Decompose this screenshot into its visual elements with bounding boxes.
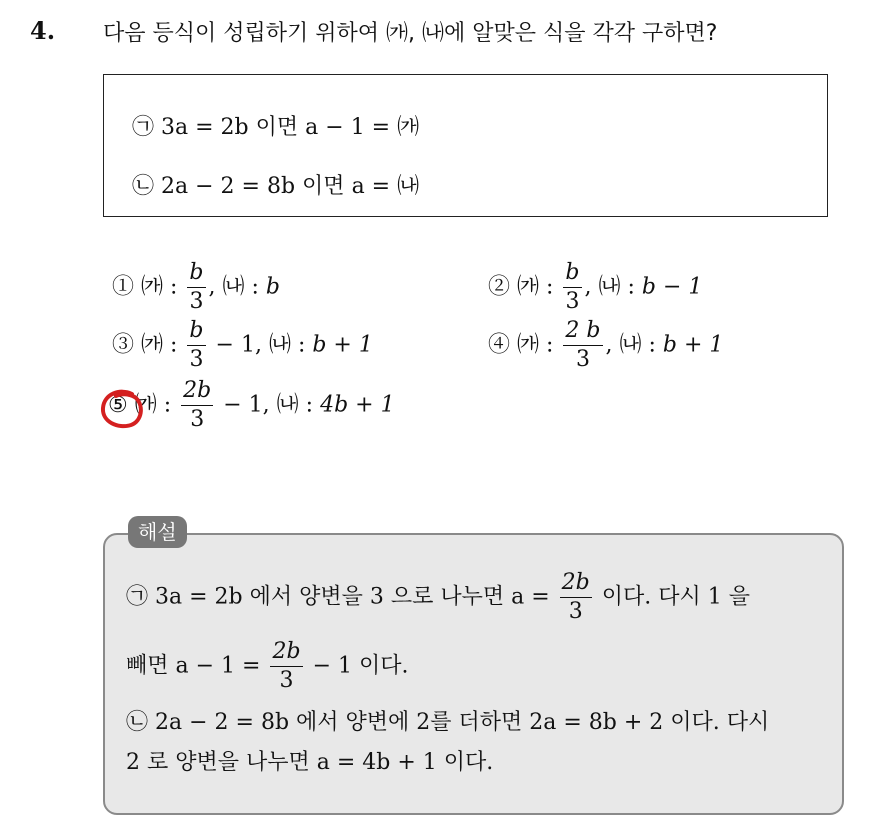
choice-marker: ① — [112, 274, 135, 300]
fraction-denominator: 3 — [190, 407, 205, 432]
explanation-line-2 — [126, 641, 408, 692]
explanation-line-4: 2 로 양변을 나누면 a = 4b + 1 이다. — [126, 750, 494, 775]
choice-ga-label: ㈎ : — [517, 332, 554, 358]
choice-ga-fraction — [187, 320, 205, 371]
choice-na-label: ㈏ : — [619, 332, 656, 358]
choice-na-value: b — [265, 274, 281, 300]
fraction-bar — [563, 287, 581, 288]
fraction-bar — [187, 345, 205, 346]
choice-marker: ⑤ — [108, 392, 128, 418]
choice-5[interactable] — [108, 380, 395, 431]
expl-l2-text: 빼면 a − 1 = — [126, 653, 261, 679]
fraction-bar — [187, 287, 205, 288]
choice-na-label: ㈏ : — [276, 392, 314, 418]
choice-marker: ② — [488, 274, 511, 300]
choice-na-label: ㈏ : — [598, 274, 635, 300]
choice-na-label: ㈏ : — [268, 332, 306, 358]
given-lhs-1: 3a = 2b — [161, 115, 249, 140]
expl-l2-fraction — [270, 641, 302, 692]
fraction-bar — [563, 345, 602, 346]
question-text: 다음 등식이 성립하기 위하여 ㈎, ㈏에 알맞은 식을 각각 구하면? — [103, 21, 718, 46]
choice-ga-fraction — [181, 380, 213, 431]
choice-4[interactable] — [488, 320, 723, 371]
fraction-bar — [560, 597, 592, 598]
fraction-numerator: 2b — [272, 639, 301, 664]
choice-2[interactable] — [488, 262, 702, 313]
choice-ga-label: ㈎ : — [134, 392, 172, 418]
choice-ga-label: ㈎ : — [141, 332, 178, 358]
choice-na-value: b + 1 — [662, 332, 724, 358]
fraction-numerator: b — [565, 260, 580, 285]
choice-na-value: b − 1 — [641, 274, 703, 300]
choice-1[interactable] — [112, 262, 280, 313]
explanation-line-3: ㉡ 2a − 2 = 8b 에서 양변에 2를 더하면 2a = 8b + 2 이다. 다시 — [126, 710, 770, 735]
expl-l1-tail: 이다. 다시 1 을 — [601, 584, 750, 610]
given-marker-2: ㉡ — [132, 174, 155, 199]
expl-l1-fraction — [560, 572, 592, 623]
fraction-numerator: 2 b — [565, 318, 601, 343]
fraction-numerator: b — [189, 260, 204, 285]
fraction-denominator: 3 — [189, 347, 204, 372]
choice-ga-fraction — [563, 262, 581, 313]
choice-ga-label: ㈎ : — [141, 274, 178, 300]
given-word-1: 이면 — [255, 115, 299, 140]
explanation-tag: 해설 — [128, 516, 187, 548]
given-marker-1: ㉠ — [132, 115, 155, 140]
fraction-numerator: b — [189, 318, 204, 343]
choice-sep: , — [208, 274, 216, 300]
choice-marker: ④ — [488, 332, 511, 358]
choice-ga-tail: − 1 — [223, 392, 263, 418]
choice-ga-fraction — [563, 320, 602, 371]
fraction-denominator: 3 — [189, 289, 204, 314]
answer-circle-mark — [98, 388, 150, 432]
choice-na-value: b + 1 — [312, 332, 373, 358]
choice-ga-fraction — [187, 262, 205, 313]
fraction-denominator: 3 — [568, 599, 583, 624]
choice-3[interactable] — [112, 320, 373, 371]
fraction-denominator: 3 — [279, 668, 294, 693]
choice-sep: , — [605, 332, 613, 358]
choice-sep: , — [254, 332, 262, 358]
given-line-1 — [132, 117, 419, 139]
question-number: 4. — [30, 16, 56, 45]
expl-l2-tail: − 1 이다. — [312, 653, 409, 679]
given-lhs-2: 2a − 2 = 8b — [161, 174, 296, 199]
fraction-numerator: 2b — [561, 570, 590, 595]
choice-ga-tail: − 1 — [215, 332, 255, 358]
fraction-bar — [181, 405, 213, 406]
explanation-line-1 — [126, 572, 750, 623]
fraction-denominator: 3 — [575, 347, 590, 372]
given-line-2 — [132, 176, 419, 198]
fraction-denominator: 3 — [565, 289, 580, 314]
choice-na-label: ㈏ : — [222, 274, 259, 300]
expl-l1-text: ㉠ 3a = 2b 에서 양변을 3 으로 나누면 a = — [126, 584, 550, 610]
fraction-numerator: 2b — [183, 378, 212, 403]
choice-ga-label: ㈎ : — [517, 274, 554, 300]
choice-na-value: 4b + 1 — [320, 392, 395, 418]
choice-sep: , — [584, 274, 592, 300]
given-word-2: 이면 — [302, 174, 345, 199]
given-rhs-1: a − 1 = ㈎ — [305, 115, 420, 140]
choice-marker: ③ — [112, 332, 135, 358]
fraction-bar — [270, 666, 302, 667]
given-rhs-2: a = ㈏ — [351, 174, 420, 199]
choice-sep: , — [262, 392, 270, 418]
